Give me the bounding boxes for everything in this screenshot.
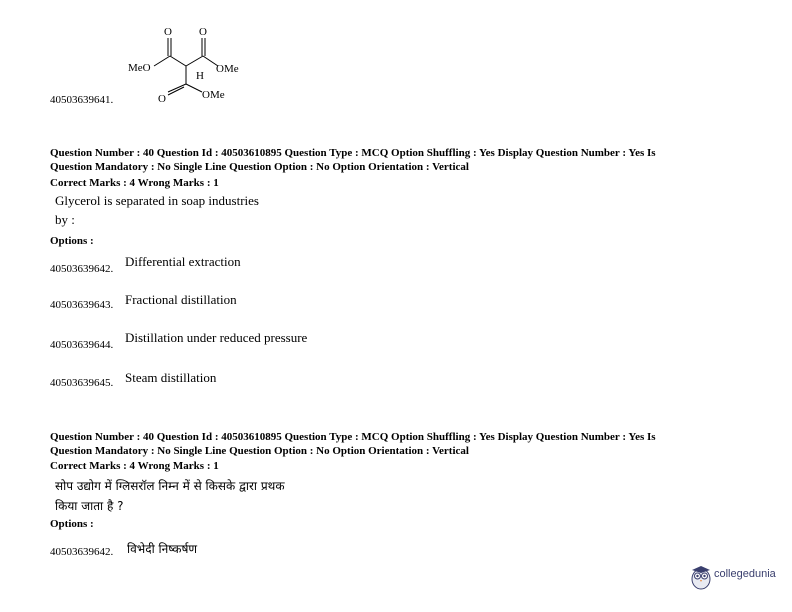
option-id: 40503639644. xyxy=(50,339,114,351)
question-marks: Correct Marks : 4 Wrong Marks : 1 xyxy=(50,177,219,189)
chemical-structure-diagram xyxy=(110,22,270,112)
option-text: विभेदी निष्कर्षण xyxy=(127,542,198,556)
question-marks: Correct Marks : 4 Wrong Marks : 1 xyxy=(50,460,219,472)
question-meta-line: Question Mandatory : No Single Line Question Option : No Option Orientation : Vertical xyxy=(50,161,469,173)
question-meta-line: Question Mandatory : No Single Line Question Option : No Option Orientation : Vertical xyxy=(50,445,469,457)
option-id: 40503639643. xyxy=(50,299,114,311)
hydrogen-label: H xyxy=(196,70,204,82)
question-meta-line: Question Number : 40 Question Id : 40503610895 Question Type : MCQ Option Shuffling : Yes Display Question Number : Yes Is xyxy=(50,431,656,443)
options-label: Options : xyxy=(50,518,94,530)
option-id: 40503639645. xyxy=(50,377,114,389)
logo-text: collegedunia xyxy=(714,568,776,580)
option-text: Steam distillation xyxy=(125,370,217,385)
methoxy-label: MeO xyxy=(128,62,151,74)
option-id: 40503639642. xyxy=(50,263,114,275)
oxygen-label: O xyxy=(199,26,207,38)
collegedunia-logo xyxy=(690,562,790,596)
oxygen-label: O xyxy=(158,93,166,105)
oxygen-label: O xyxy=(164,26,172,38)
option-id: 40503639641. xyxy=(50,94,114,106)
methoxy-label: OMe xyxy=(202,89,225,101)
option-text: Distillation under reduced pressure xyxy=(125,330,308,345)
question-meta-line: Question Number : 40 Question Id : 40503610895 Question Type : MCQ Option Shuffling : Yes Display Question Number : Yes Is xyxy=(50,147,656,159)
option-text: Differential extraction xyxy=(125,254,241,269)
question-text: सोप उद्योग में ग्लिसरॉल निम्न में से किसके द्वारा प्रथक xyxy=(55,479,285,493)
option-id: 40503639642. xyxy=(50,546,114,558)
question-text: किया जाता है ? xyxy=(55,499,124,513)
option-text: Fractional distillation xyxy=(125,292,237,307)
question-text: Glycerol is separated in soap industries xyxy=(55,193,259,208)
owl-mascot-icon xyxy=(690,564,712,590)
options-label: Options : xyxy=(50,235,94,247)
methoxy-label: OMe xyxy=(216,63,239,75)
question-text: by : xyxy=(55,212,75,227)
